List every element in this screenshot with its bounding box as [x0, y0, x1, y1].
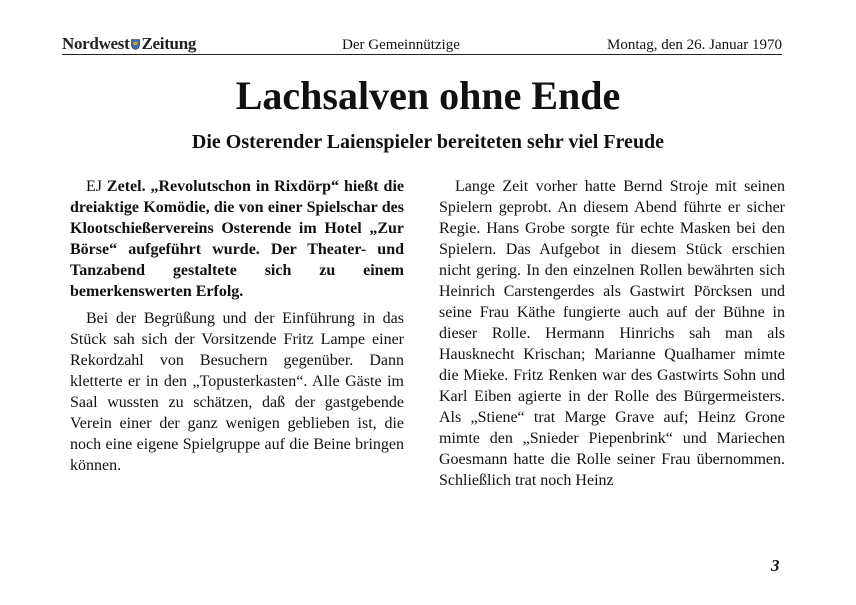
masthead	[62, 32, 782, 55]
logo-text-right: Zeitung	[141, 34, 197, 53]
section-name: Der Gemeinnützige	[342, 37, 460, 53]
article-column-right	[439, 176, 785, 491]
article-subheadline: Die Osterender Laienspieler bereiteten sehr viel Freude	[191, 131, 665, 153]
lead-paragraph	[70, 176, 404, 302]
page-number: 3	[771, 556, 780, 575]
logo-text-left: Nordwest	[62, 34, 130, 53]
issue-date: Montag, den 26. Januar 1970	[607, 37, 782, 53]
article-headline: Lachsalven ohne Ende	[235, 73, 621, 118]
crest-icon	[131, 39, 140, 50]
body-paragraph-2: Lange Zeit vorher hatte Bernd Stroje mit seinen Spielern geprobt. An diesem Abend führte er sicher Regie. Hans Grobe sorgte für echte Masken bei den Spielern. Das Aufgebot in diesem Stück erschien nicht gering. In den einzelnen Rollen bewährten sich Heinrich Carstengerdes als Gastwirt Pörcksen und seine Frau Käthe fungierte auch auf der Bühne in dieser Rolle. Hermann Hinrichs sah man als Hausknecht Krischan; Marianne Qualhamer mimte die Mieke. Fritz Renken war des Gastwirts Sohn und Karl Eiben agierte in der Rolle des Bürgermeisters. Als „Stiene“ trat Marge Grave auf; Heinz Grone mimte den „Snieder Piepenbrink“ und Mariechen Goesmann hatte die Rolle seiner Frau übernommen. Schließlich trat noch Heinz	[439, 178, 785, 489]
author-initials: EJ	[86, 178, 107, 195]
body-paragraph-1: Bei der Begrüßung und der Einführung in das Stück sah sich der Vorsitzende Fritz Lampe einer Rekordzahl von Besuchern gegenüber. Dann kletterte er in den „Topusterkasten“. Alle Gäste im Saal wussten zu schätzen, daß der gastgebende Verein einer der ganz wenigen geblieben ist, die noch eine eigene Spielgruppe auf die Beine bringen können.	[70, 310, 404, 474]
lead-text: Zetel. „Revolutschon in Rixdörp“ hießt die dreiaktige Komödie, die von einer Spielschar des Klootschießervereins Osterende im Hotel „Zur Börse“ aufgeführt wurde. Der Theater- und Tanzabend gestaltete sich zu einem bemerkenswerten Erfolg.	[70, 178, 404, 300]
article-column-left	[70, 176, 404, 476]
newspaper-logo	[62, 34, 196, 54]
